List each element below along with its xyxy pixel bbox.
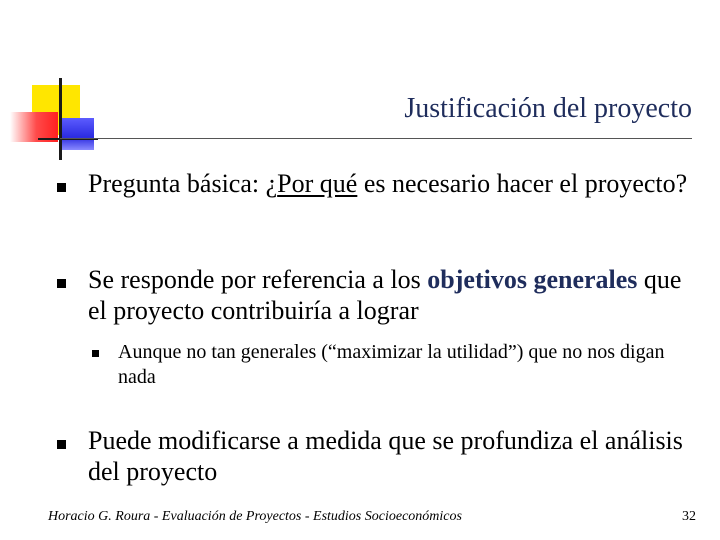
sub-bullet-item	[118, 340, 698, 390]
bullet-text: Pregunta básica: ¿	[88, 169, 278, 198]
bullet-item	[88, 168, 698, 199]
logo-blue-square	[62, 118, 94, 150]
bullet-item	[88, 425, 698, 487]
sub-bullet-text: Aunque no tan generales (“maximizar la utilidad”) que no nos digan nada	[118, 341, 665, 388]
bullet-marker	[57, 440, 66, 449]
page-number: 32	[682, 509, 696, 524]
bullet-marker	[57, 279, 66, 288]
logo-vertical-line	[59, 78, 62, 160]
bullet-text-underlined: Por qué	[277, 169, 358, 198]
bullet-text: que el proyecto contribuiría a lograr	[88, 265, 682, 325]
bullet-text: es necesario hacer el proyecto?	[357, 169, 688, 198]
bullet-text: Puede modificarse a medida que se profundiza el análisis del proyecto	[88, 426, 683, 486]
footer-text: Horacio G. Roura - Evaluación de Proyectos - Estudios Socioeconómicos	[48, 509, 462, 524]
bullet-text: Se responde por referencia a los	[88, 265, 428, 294]
bullet-text-emphasis: objetivos generales	[427, 265, 638, 294]
title-rule	[60, 138, 692, 139]
bullet-item	[88, 264, 698, 326]
slide-title: Justificación del proyecto	[404, 93, 692, 124]
bullet-marker	[57, 183, 66, 192]
sub-bullet-marker	[92, 350, 99, 357]
